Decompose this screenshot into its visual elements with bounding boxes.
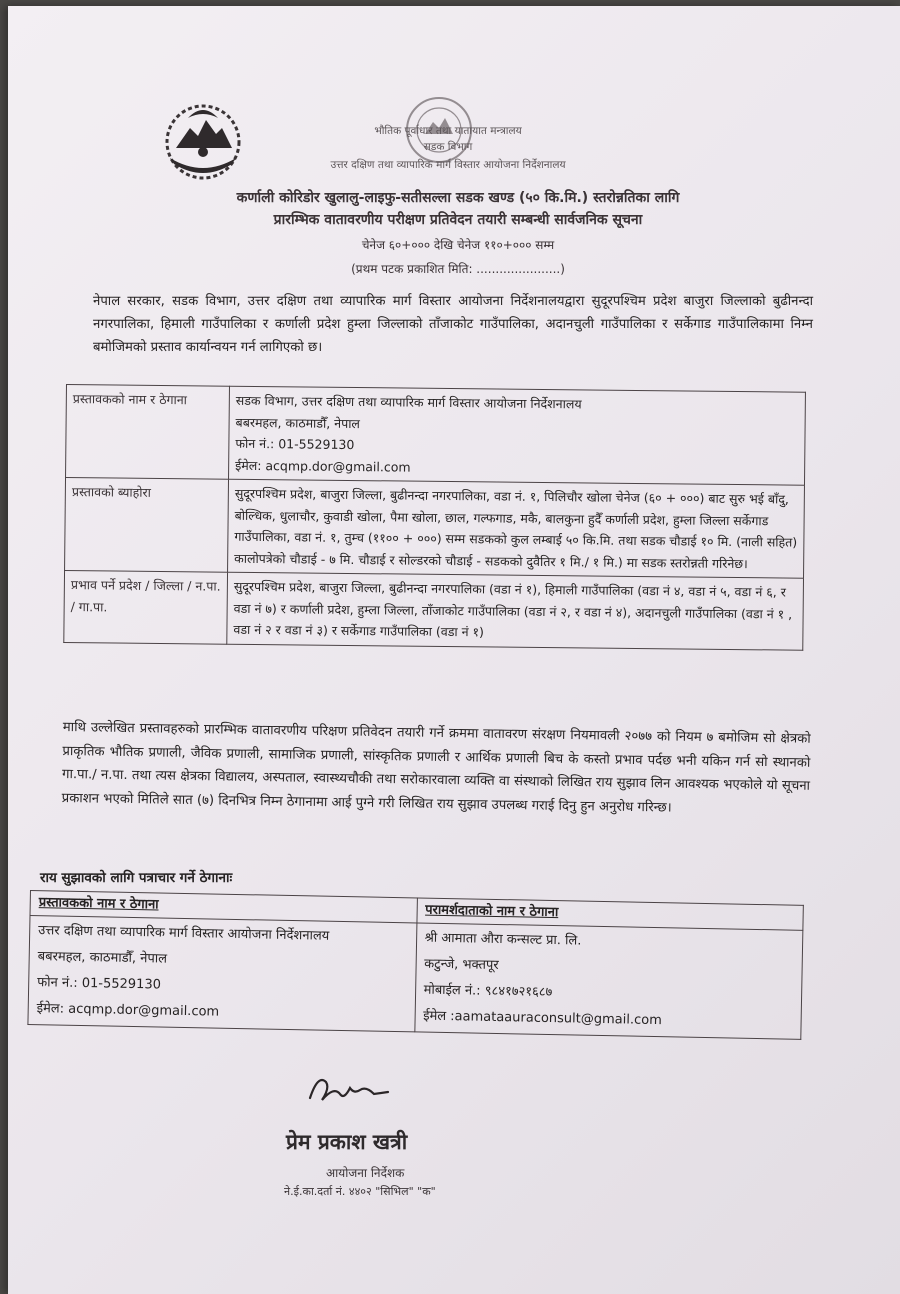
ministry-line: भौतिक पूर्वाधार तथा यातायात मन्त्रालय: [374, 125, 522, 137]
signature-icon: [304, 1064, 394, 1112]
proponent-address: बबरमहल, काठमाडौँ, नेपाल: [235, 414, 361, 431]
proponent-name: उत्तर दक्षिण तथा व्यापारिक मार्ग विस्तार आयोजना निर्देशनालय: [38, 923, 330, 944]
proponent-address: बबरमहल, काठमाडौँ, नेपाल: [37, 949, 168, 967]
affected-area-label: प्रभाव पर्ने प्रदेश / जिल्ला / न.पा. / गा.पा.: [64, 570, 228, 643]
table-row: [66, 385, 806, 486]
notice-sheet: [8, 6, 900, 1294]
consultant-mobile: मोबाईल नं.: ९८४१७२१६८७: [423, 982, 553, 1001]
consultant-address: कटुन्जे, भक्तपूर: [424, 956, 499, 974]
proponent-cell: [229, 386, 806, 485]
table-row: [64, 570, 804, 649]
consultant-heading: परामर्शदाताको नाम र ठेगाना: [416, 898, 803, 930]
correspondence-heading: राय सुझावको लागि पत्राचार गर्ने ठेगानाः: [40, 870, 233, 886]
signatory-registration: ने.ई.का.दर्ता नं. ४४०२ "सिभिल" "क": [284, 1185, 436, 1198]
request-paragraph: माथि उल्लेखित प्रस्तावहरुको प्रारम्भिक वातावरणीय परिक्षण प्रतिवेदन तयारी गर्ने क्रममा वातावरण संरक्षण नियमावली २०७७ को नियम ७ बमोजिम सो क्षेत्रको प्राकृतिक भौतिक प्रणाली, जैविक प्रणाली, सामाजिक प्रणाली, सांस्कृतिक प्रणाली र आर्थिक प्रणाली बिच के कस्तो प्रभाव पर्दछ भनी यकिन गर्न सो स्थानको गा.पा./ न.पा. तथा त्यस क्षेत्रका विद्यालय, अस्पताल, स्वास्थ्यचौकी तथा सरोकारवाला व्यक्ति वा संस्थाको लिखित राय सुझाव लिन आवश्यक भएकोले यो सूचना प्रकाशन भएको मितिले सात (७) दिनभित्र निम्न ठेगानामा आई पुग्ने गरी लिखित राय सुझाव उपलब्ध गराई दिनु हुन अनुरोध गरिन्छ।: [61, 719, 811, 816]
consultant-name: श्री आमाता औरा कन्सल्ट प्रा. लि.: [424, 930, 582, 949]
proponent-heading: प्रस्तावकको नाम र ठेगाना: [30, 891, 417, 923]
notice-title-line2: प्रारम्भिक वातावरणीय परीक्षण प्रतिवेदन तयारी सम्बन्धी सार्वजनिक सूचना: [273, 212, 643, 228]
proponent-phone: फोन नं.: 01-5529130: [37, 975, 162, 993]
table-row: [65, 478, 805, 579]
directorate-line: उत्तर दक्षिण तथा व्यापारिक मार्ग विस्तार आयोजना निर्देशनालय: [330, 159, 566, 171]
proposal-description: सुदूरपश्चिम प्रदेश, बाजुरा जिल्ला, बुढीनन्दा नगरपालिका, वडा नं. १, पिलिचौर खोला चेनेज (६० + ०००) बाट सुरु भई बाँदु, बोल्धिक, धुलाचौर, कुवाडी खोला, पैमा खोला, छाल, गल्फगाड, मकै, बालकुना हुदैँ कर्णाली प्रदेश, हुम्ला जिल्ला सर्केगाड गाउँपालिका, वडा नं. १, तुम्च (११०० + ०००) सम्म सडकको कुल लम्बाई ५० कि.मि. तथा सडक चौडाई १० मि. (नाली सहित) कालोपत्रेको चौडाई - ७ मि. चौडाई र सोल्डरको चौडाई - सडकको दुवैतिर १ मि./ १ मि.) मा सडक स्तरोन्नती गरिनेछ।: [228, 479, 805, 578]
proposal-table: [63, 384, 806, 650]
intro-paragraph: नेपाल सरकार, सडक विभाग, उत्तर दक्षिण तथा व्यापारिक मार्ग विस्तार आयोजना निर्देशनालयद्वारा सुदूरपश्चिम प्रदेश बाजुरा जिल्लाको बुढीनन्दा नगरपालिका, हिमाली गाउँपालिका र कर्णाली प्रदेश हुम्ला जिल्लाको ताँजाकोट गाउँपालिका, अदानचुली गाउँपालिका र सर्केगाड गाउँपालिकामा निम्न बमोजिमको प्रस्ताव कार्यान्वयन गर्न लागिएको छ।: [93, 294, 813, 355]
table-row: [28, 916, 803, 1040]
department-line: सडक विभाग: [423, 141, 473, 153]
correspondence-table: [27, 890, 803, 1040]
proponent-line: सडक विभाग, उत्तर दक्षिण तथा व्यापारिक मार्ग विस्तार आयोजना निर्देशनालय: [235, 392, 582, 412]
proponent-label: प्रस्तावकको नाम र ठेगाना: [66, 385, 230, 480]
consultant-email: ईमेल :aamataauraconsult@gmail.com: [423, 1008, 662, 1029]
notice-title-line1: कर्णाली कोरिडोर खुलालु-लाइफु-सतीसल्ला सडक खण्ड (५० कि.मि.) स्तरोन्नतिका लागि: [236, 190, 680, 206]
proponent-email: ईमेल: acqmp.dor@gmail.com: [235, 457, 411, 475]
proponent-contact: [28, 916, 417, 1032]
chainage-line: चेनेज ६०+००० देखि चेनेज ११०+००० सम्म: [361, 238, 555, 252]
signatory-role: आयोजना निर्देशक: [326, 1166, 405, 1180]
nepal-emblem-icon: [158, 94, 248, 184]
signatory-name: प्रेम प्रकाश खत्री: [286, 1130, 408, 1154]
proponent-email: ईमेल: acqmp.dor@gmail.com: [36, 1001, 220, 1020]
publish-date-line: (प्रथम पटक प्रकाशित मिति: ......................): [351, 262, 565, 276]
consultant-contact: [414, 923, 803, 1039]
proposal-description-label: प्रस्तावको ब्याहोरा: [65, 478, 229, 573]
affected-area-text: सुदूरपश्चिम प्रदेश, बाजुरा जिल्ला, बुढीनन्दा नगरपालिका (वडा नं १), हिमाली गाउँपालिका (वडा नं ४, वडा नं ५, वडा नं ६, र वडा नं ७) र कर्णाली प्रदेश, हुम्ला जिल्ला, ताँजाकोट गाउँपालिका (वडा नं २, र वडा नं ४), अदानचुली गाउँपालिका (वडा नं १ , वडा नं २ र वडा नं ३) र सर्केगाड गाउँपालिका (वडा नं १): [227, 572, 804, 650]
proponent-phone: फोन नं.: 01-5529130: [235, 435, 355, 453]
